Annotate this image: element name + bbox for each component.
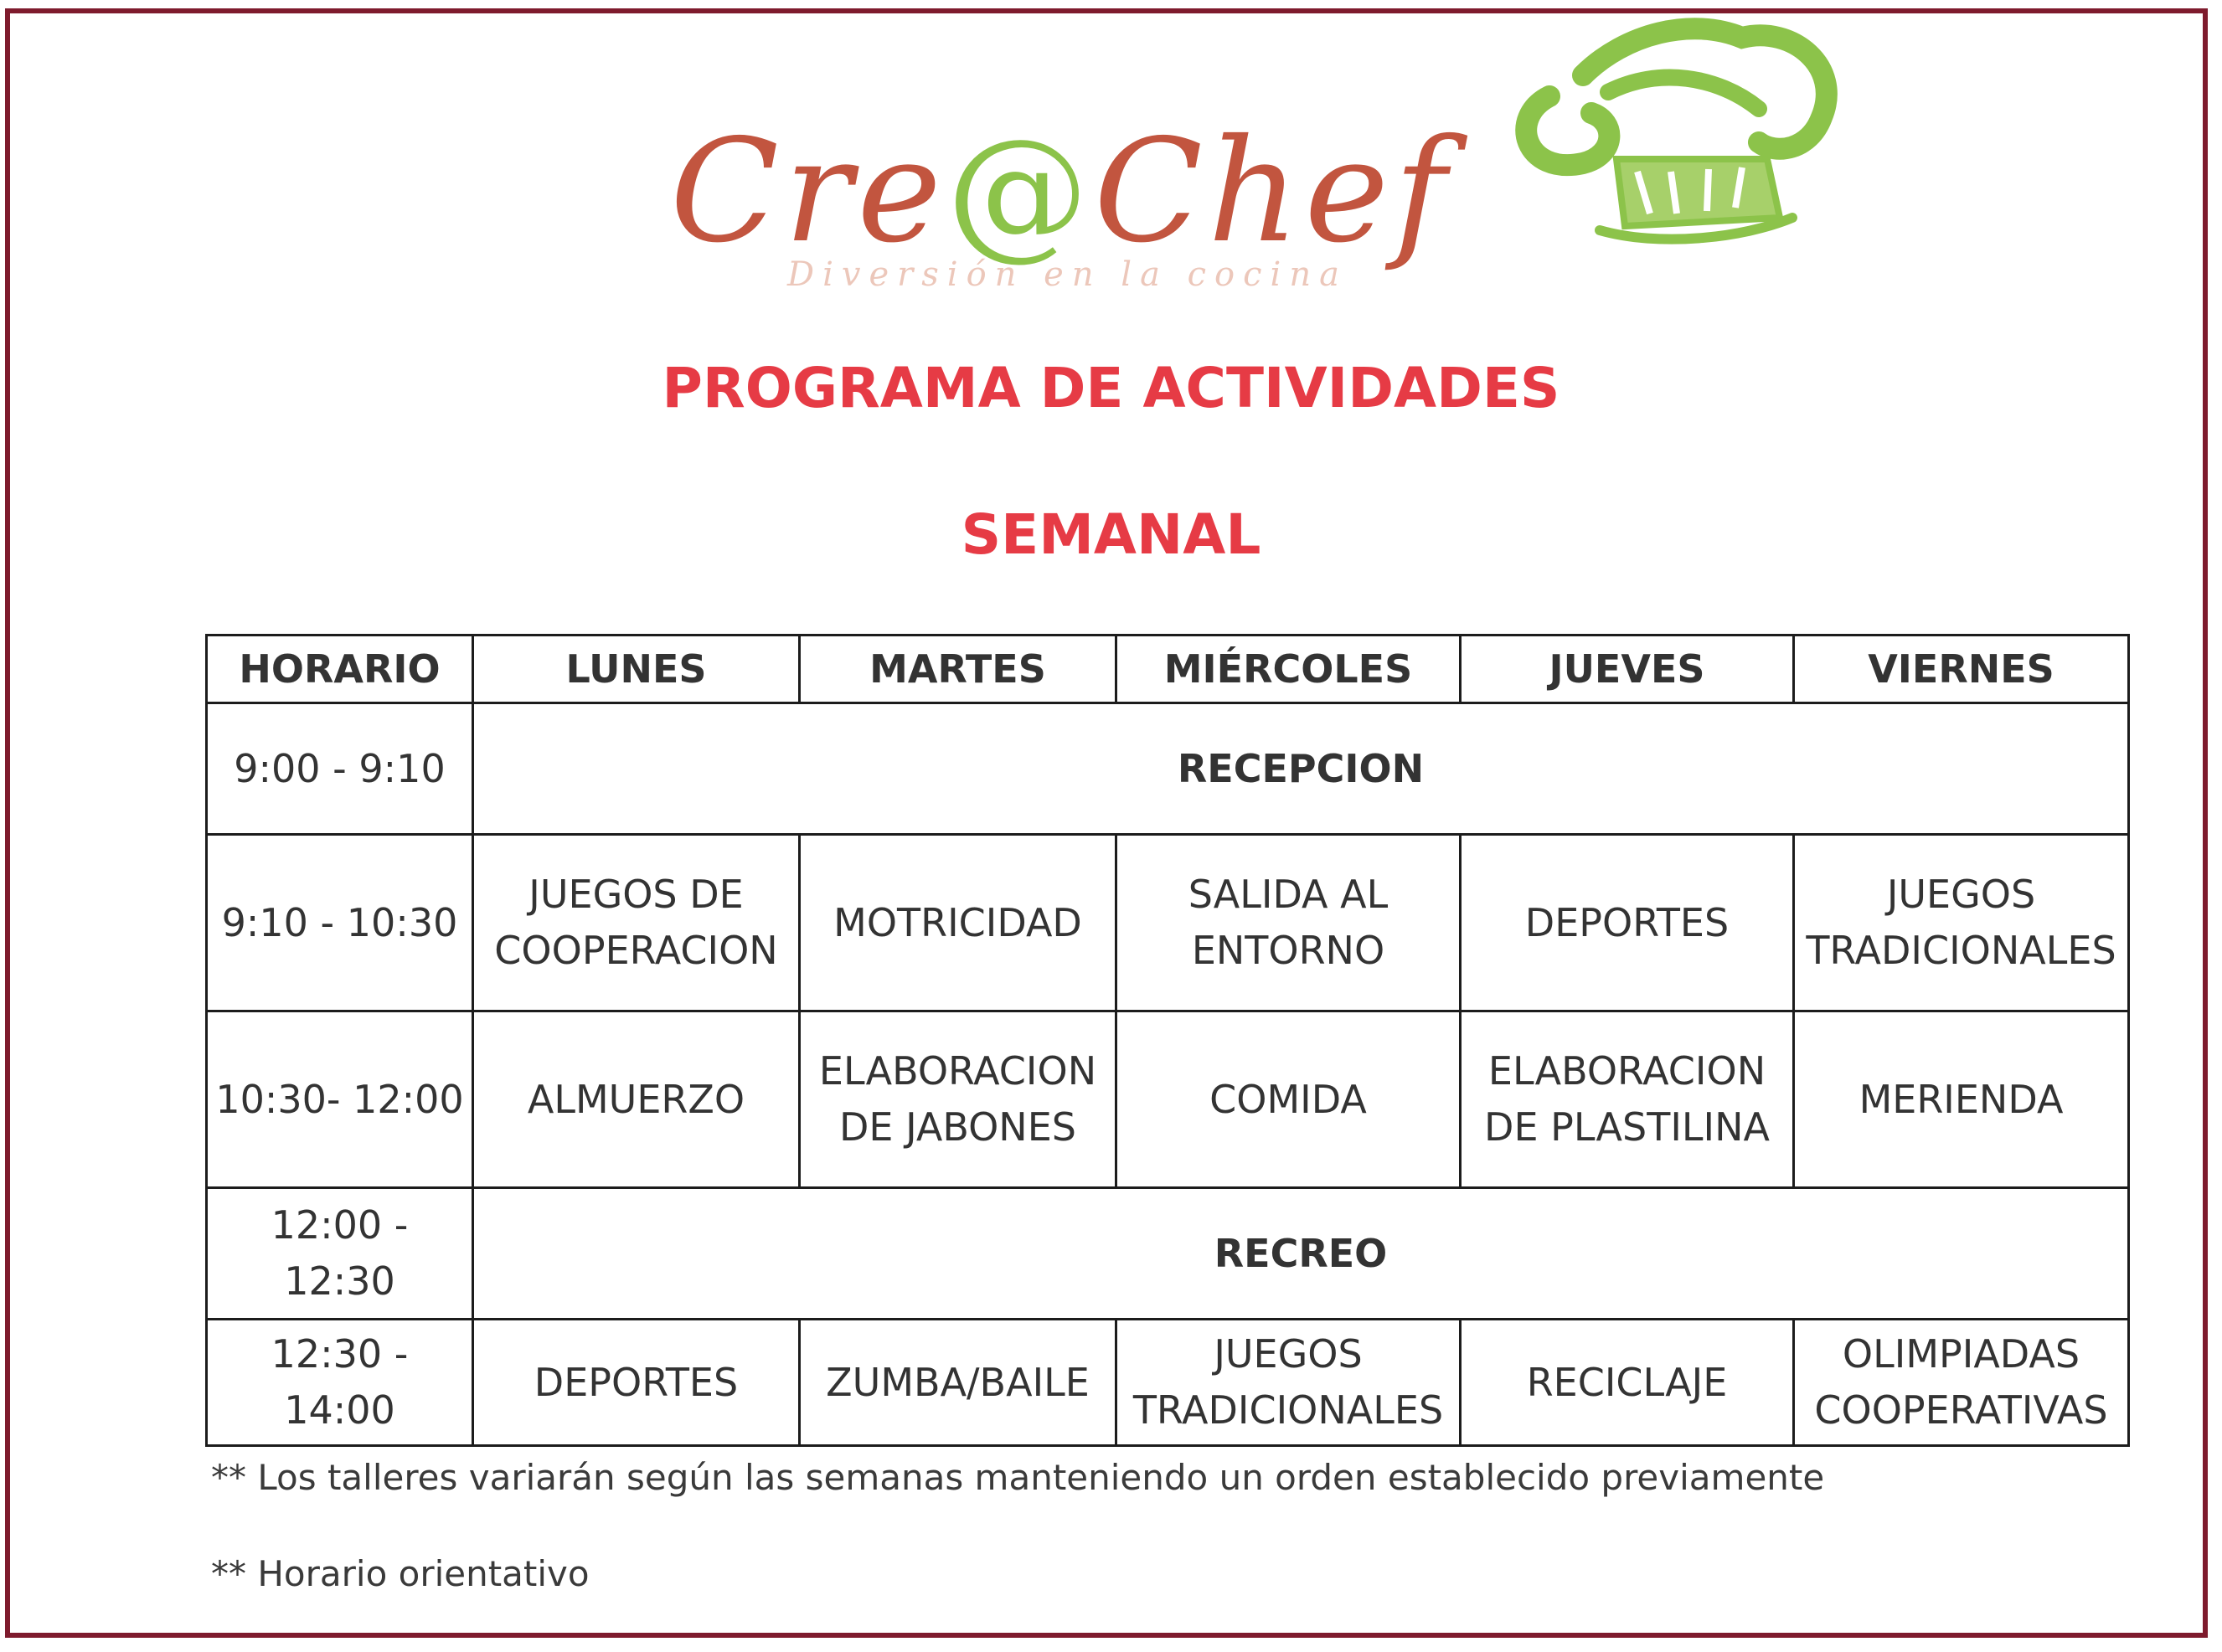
activity-cell: ALMUERZO bbox=[473, 1011, 800, 1188]
table-row bbox=[207, 835, 2129, 1011]
logo-wordmark: Cre@Chef bbox=[670, 109, 1452, 275]
table-row bbox=[207, 1320, 2129, 1446]
footnote-horario: ** Horario orientativo bbox=[211, 1553, 590, 1594]
activity-cell: ELABORACION DE PLASTILINA bbox=[1461, 1011, 1794, 1188]
header-miercoles: MIÉRCOLES bbox=[1116, 636, 1461, 703]
footnote-talleres: ** Los talleres variarán según las semanas manteniendo un orden establecido previamente bbox=[211, 1457, 1825, 1498]
header-row bbox=[207, 636, 2129, 703]
time-cell: 10:30- 12:00 bbox=[207, 1011, 473, 1188]
table-row bbox=[207, 703, 2129, 835]
activity-cell: JUEGOS TRADICIONALES bbox=[1116, 1320, 1461, 1446]
activity-cell: JUEGOS DE COOPERACION bbox=[473, 835, 800, 1011]
header-horario: HORARIO bbox=[207, 636, 473, 703]
logo-tagline: Diversión en la cocina bbox=[787, 255, 1348, 294]
time-cell: 9:00 - 9:10 bbox=[207, 703, 473, 835]
activity-cell: DEPORTES bbox=[1461, 835, 1794, 1011]
chef-hat-icon bbox=[1491, 17, 1843, 268]
activity-cell: DEPORTES bbox=[473, 1320, 800, 1446]
page-subtitle: SEMANAL bbox=[961, 502, 1261, 567]
table-row bbox=[207, 1011, 2129, 1188]
header-martes: MARTES bbox=[800, 636, 1116, 703]
header-jueves: JUEVES bbox=[1461, 636, 1794, 703]
activity-cell: SALIDA AL ENTORNO bbox=[1116, 835, 1461, 1011]
schedule-table bbox=[205, 634, 2130, 1447]
activity-cell: COMIDA bbox=[1116, 1011, 1461, 1188]
activity-cell: ZUMBA/BAILE bbox=[800, 1320, 1116, 1446]
activity-cell: JUEGOS TRADICIONALES bbox=[1794, 835, 2129, 1011]
table-row bbox=[207, 1188, 2129, 1320]
activity-cell: MOTRICIDAD bbox=[800, 835, 1116, 1011]
activity-cell: OLIMPIADAS COOPERATIVAS bbox=[1794, 1320, 2129, 1446]
header-lunes: LUNES bbox=[473, 636, 800, 703]
time-cell: 12:30 - 14:00 bbox=[207, 1320, 473, 1446]
page-title: PROGRAMA DE ACTIVIDADES bbox=[662, 356, 1560, 420]
recepcion-cell: RECEPCION bbox=[473, 703, 2129, 835]
creachef-logo bbox=[653, 17, 1809, 293]
recreo-cell: RECREO bbox=[473, 1188, 2129, 1320]
time-cell: 12:00 - 12:30 bbox=[207, 1188, 473, 1320]
activity-cell: RECICLAJE bbox=[1461, 1320, 1794, 1446]
time-cell: 9:10 - 10:30 bbox=[207, 835, 473, 1011]
header-viernes: VIERNES bbox=[1794, 636, 2129, 703]
activity-cell: ELABORACION DE JABONES bbox=[800, 1011, 1116, 1188]
activity-cell: MERIENDA bbox=[1794, 1011, 2129, 1188]
